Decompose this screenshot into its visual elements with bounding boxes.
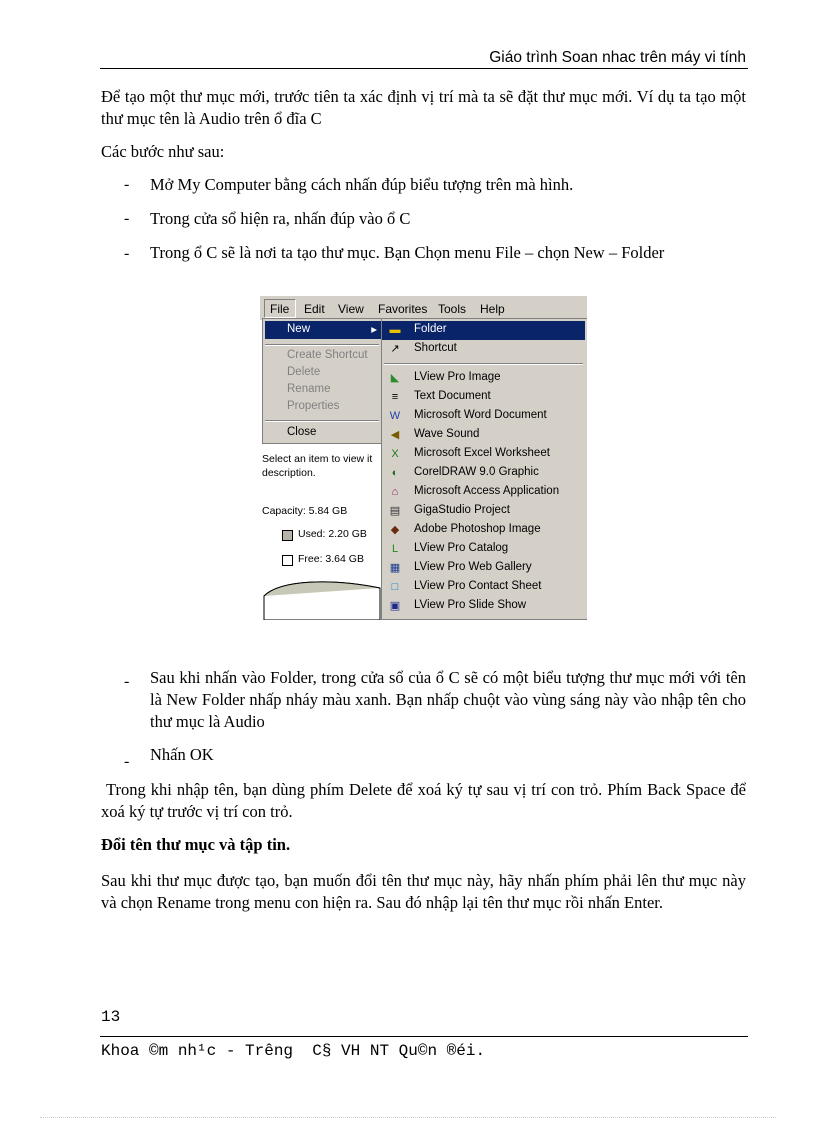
new-submenu [381,318,587,620]
new-menu-item-label: Adobe Photoshop Image [414,523,541,535]
speaker-icon: ◀ [390,429,400,441]
bullet-mark: - [124,753,130,770]
contact-sheet-icon: □ [391,581,399,593]
new-menu-item-label: Text Document [414,390,491,402]
menu-tools[interactable]: Tools [438,302,467,316]
menu-favorites[interactable]: Favorites [378,302,428,316]
new-menu-item[interactable] [382,597,585,616]
step-3: Trong ổ C sẽ là nơi ta tạo thư mục. Bạn Chọn menu File – chọn New – Folder [150,243,665,262]
menu-file[interactable]: File [270,302,290,316]
disk-pie-icon [260,574,382,620]
menu-help[interactable]: Help [480,302,505,316]
bullet-mark: - [124,673,130,690]
lview-icon: ◣ [390,372,400,384]
new-menu-item-label: LView Pro Web Gallery [414,561,532,573]
new-menu-item-label: Microsoft Word Document [414,409,547,421]
new-menu-item[interactable] [382,407,585,426]
photoshop-icon: ◆ [390,524,400,536]
excel-icon: X [391,448,399,460]
shortcut-icon: ↗ [390,343,400,355]
new-menu-item[interactable] [382,502,585,521]
header-rule [100,68,748,69]
new-menu-item[interactable] [382,369,585,388]
submenu-arrow-icon: ▸ [371,324,377,336]
new-menu-item-label: LView Pro Catalog [414,542,509,554]
file-menu-new[interactable] [265,321,381,339]
section-heading: Đổi tên thư mục và tập tin. [101,835,291,854]
section-body: Sau khi thư mục được tạo, bạn muốn đổi tên thư mục này, hãy nhấn phím phải lên thư mục này và chọn Rename trong menu con hiện ra. Sau đó nhập lại tên thư mục rồi nhấn Enter. [101,871,746,912]
access-icon: ⌂ [391,486,399,498]
menu-bar [260,296,587,320]
menu-view[interactable]: View [338,302,364,316]
menu-separator [265,420,379,422]
select-item-text: Select an item to view it [262,453,373,465]
note-paragraph: Trong khi nhập tên, bạn dùng phím Delete để xoá ký tự sau vị trí con trỏ. Phím Back Space để xoá ký tự trước vị trí con trỏ. [101,780,746,821]
file-menu-properties: Properties [287,400,340,412]
new-menu-item[interactable] [382,464,585,483]
header-title: Giáo trình Soan nhac trên máy vi tính [489,49,746,66]
bullet-mark: - [124,176,130,193]
file-menu [262,318,384,444]
new-menu-item-label: LView Pro Contact Sheet [414,580,542,592]
coreldraw-icon: ◐ [391,467,399,479]
new-menu-item[interactable] [382,321,585,340]
new-menu-item-label: Microsoft Excel Worksheet [414,447,550,459]
page-edge-line [40,1117,776,1118]
file-menu-delete: Delete [287,366,321,378]
free-legend-swatch [282,555,293,566]
folder-icon: ▬ [389,324,401,336]
new-menu-item-label: LView Pro Image [414,371,501,383]
footer-rule [100,1036,748,1037]
slideshow-icon: ▣ [389,600,401,612]
step-1: Mở My Computer bằng cách nhấn đúp biểu tượng trên mà hình. [150,175,574,194]
new-menu-item[interactable] [382,521,585,540]
free-text: Free: 3.64 GB [298,553,364,565]
new-menu-item-label: Wave Sound [414,428,480,440]
used-text: Used: 2.20 GB [298,528,367,540]
new-menu-item-label: Shortcut [414,342,457,354]
file-menu-create-shortcut: Create Shortcut [287,349,368,361]
bullet-mark: - [124,210,130,227]
page-number: 13 [101,1008,121,1026]
file-menu-rename: Rename [287,383,331,395]
new-menu-item[interactable] [382,340,585,359]
step-5: Nhấn OK [150,745,214,764]
new-menu-item[interactable] [382,578,585,597]
gallery-icon: ▦ [389,562,401,574]
new-menu-item-label: GigaStudio Project [414,504,510,516]
new-menu-item[interactable] [382,559,585,578]
used-legend-swatch [282,530,293,541]
new-menu-item[interactable] [382,483,585,502]
new-menu-item-label: CorelDRAW 9.0 Graphic [414,466,539,478]
explorer-menu-screenshot [260,296,587,620]
text-document-icon: ≡ [391,391,399,403]
step-4: Sau khi nhấn vào Folder, trong cửa sổ của ổ C sẽ có một biểu tượng thư mục mới với tên là New Folder nhấp nháy màu xanh. Bạn nhấp chuột vào vùng sáng này vào nhập tên cho thư mục là Audio [150,668,746,731]
word-icon: W [389,410,401,422]
file-menu-new-label: New [287,323,311,335]
menu-separator [384,363,583,365]
new-menu-item[interactable] [382,426,585,445]
new-menu-item-label: Folder [414,323,447,335]
new-menu-item-label: Microsoft Access Application [414,485,560,497]
file-menu-close[interactable]: Close [287,426,317,438]
catalog-icon: L [391,543,399,555]
steps-label: Các bước như sau: [101,142,225,161]
gigastudio-icon: ▤ [389,505,401,517]
menu-separator [265,344,379,346]
menu-edit[interactable]: Edit [304,302,325,316]
capacity-text: Capacity: 5.84 GB [262,505,348,517]
new-menu-item-label: LView Pro Slide Show [414,599,527,611]
new-menu-item[interactable] [382,540,585,559]
new-menu-item[interactable] [382,445,585,464]
new-menu-item[interactable] [382,388,585,407]
intro-paragraph: Để tạo một thư mục mới, trước tiên ta xác định vị trí mà ta sẽ đặt thư mục mới. Ví dụ ta tạo một thư mục tên là Audio trên ổ đĩa C [101,87,746,128]
bullet-mark: - [124,245,130,262]
description-text: description. [262,467,316,479]
footer-text: Khoa ©m nh¹c - Trêng C§ VH NT Qu©n ®éi. [101,1042,486,1060]
file-menu-pressed [264,299,296,318]
step-2: Trong cửa sổ hiện ra, nhấn đúp vào ổ C [150,209,411,228]
